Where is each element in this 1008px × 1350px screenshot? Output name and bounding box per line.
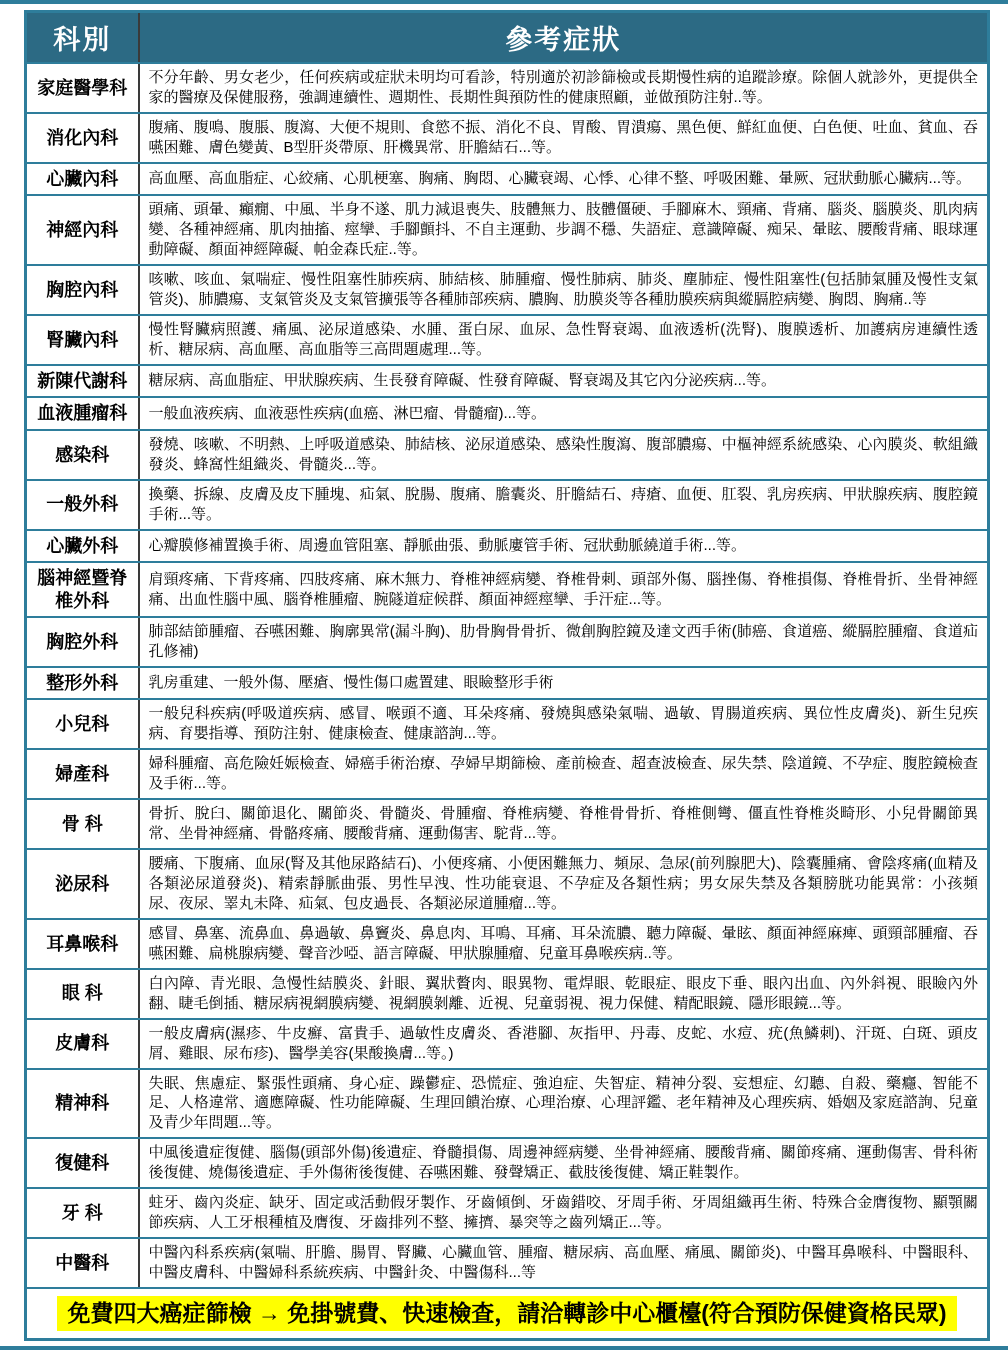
table-row bbox=[26, 265, 989, 315]
table-row bbox=[26, 365, 989, 398]
table-row bbox=[26, 969, 989, 1019]
table-row bbox=[26, 480, 989, 530]
table-row bbox=[26, 919, 989, 969]
symptoms-text: 腹痛、腹鳴、腹脹、腹瀉、大便不規則、食慾不振、消化不良、胃酸、胃潰瘍、黑色便、鮮紅血便、白色便、吐血、貧血、吞嚥困難、膚色變黃、B型肝炎帶原、肝機異常、肝膽結石...等。 bbox=[139, 113, 989, 163]
department-name: 血液腫瘤科 bbox=[26, 397, 139, 430]
table-row bbox=[26, 799, 989, 849]
table-row bbox=[26, 163, 989, 196]
table-row bbox=[26, 667, 989, 700]
column-header-department: 科別 bbox=[26, 12, 139, 64]
department-name: 骨 科 bbox=[26, 799, 139, 849]
department-symptoms-table bbox=[24, 10, 990, 1341]
symptoms-text: 蛀牙、齒內炎症、缺牙、固定或活動假牙製作、牙齒傾倒、牙齒錯咬、牙周手術、牙周組織再生術、特殊合金膺復物、顯顎關節疾病、人工牙根種植及膺復、牙齒排列不整、擁擠、暴突等之齒列矯正...等。 bbox=[139, 1188, 989, 1238]
department-name: 牙 科 bbox=[26, 1188, 139, 1238]
department-name: 胸腔外科 bbox=[26, 617, 139, 667]
symptoms-text: 肩頸疼痛、下背疼痛、四肢疼痛、麻木無力、脊椎神經病變、脊椎骨刺、頭部外傷、腦挫傷、脊椎損傷、脊椎骨折、坐骨神經痛、出血性腦中風、腦脊椎腫瘤、腕隧道症候群、顏面神經痙攣、手汗症...等。 bbox=[139, 562, 989, 617]
symptoms-text: 發燒、咳嗽、不明熱、上呼吸道感染、肺結核、泌尿道感染、感染性腹瀉、腹部膿瘍、中樞神經系統感染、心內膜炎、軟組織發炎、蜂窩性組織炎、骨髓炎...等。 bbox=[139, 430, 989, 480]
header-row bbox=[26, 12, 989, 64]
symptoms-text: 中醫內科系疾病(氣喘、肝膽、腸胃、腎臟、心臟血管、腫瘤、糖尿病、高血壓、痛風、關節炎)、中醫耳鼻喉科、中醫眼科、中醫皮膚科、中醫婦科系統疾病、中醫針灸、中醫傷科...等 bbox=[139, 1238, 989, 1288]
table-row bbox=[26, 1188, 989, 1238]
department-name: 小兒科 bbox=[26, 699, 139, 749]
department-name: 一般外科 bbox=[26, 480, 139, 530]
symptoms-text: 乳房重建、一般外傷、壓瘡、慢性傷口處置建、眼瞼整形手術 bbox=[139, 667, 989, 700]
department-name: 整形外科 bbox=[26, 667, 139, 700]
symptoms-text: 一般兒科疾病(呼吸道疾病、感冒、喉頭不適、耳朵疼痛、發燒與感染氣喘、過敏、胃腸道疾病、異位性皮膚炎)、新生兒疾病、育嬰指導、預防注射、健康檢查、健康諮詢...等。 bbox=[139, 699, 989, 749]
department-name: 皮膚科 bbox=[26, 1019, 139, 1069]
table-row bbox=[26, 562, 989, 617]
table-body bbox=[26, 63, 989, 1288]
symptoms-text: 白內障、青光眼、急慢性結膜炎、針眼、翼狀贅肉、眼異物、電焊眼、乾眼症、眼皮下垂、眼內出血、內外斜視、眼瞼內外翻、睫毛倒插、糖尿病視網膜病變、視網膜剝離、近視、兒童弱視、視力保健、精配眼鏡、隱形眼鏡...等。 bbox=[139, 969, 989, 1019]
department-name: 耳鼻喉科 bbox=[26, 919, 139, 969]
column-header-symptoms: 參考症狀 bbox=[139, 12, 989, 64]
table-row bbox=[26, 617, 989, 667]
page-content bbox=[0, 4, 1008, 1346]
table-row bbox=[26, 113, 989, 163]
department-name: 神經內科 bbox=[26, 195, 139, 265]
symptoms-text: 失眠、焦慮症、緊張性頭痛、身心症、躁鬱症、恐慌症、強迫症、失智症、精神分裂、妄想症、幻聽、自殺、藥癮、智能不足、人格違常、適應障礙、性功能障礙、生理回饋治療、心理治療、心理評鑑、老年精神及心理疾病、婚姻及家庭諮詢、兒童及青少年問題...等。 bbox=[139, 1069, 989, 1139]
department-name: 腎臟內科 bbox=[26, 315, 139, 365]
table-row bbox=[26, 195, 989, 265]
department-name: 感染科 bbox=[26, 430, 139, 480]
symptoms-text: 換藥、拆線、皮膚及皮下腫塊、疝氣、脫腸、腹痛、膽囊炎、肝膽結石、痔瘡、血便、肛裂、乳房疾病、甲狀腺疾病、腹腔鏡手術...等。 bbox=[139, 480, 989, 530]
department-name: 心臟外科 bbox=[26, 530, 139, 563]
department-name: 心臟內科 bbox=[26, 163, 139, 196]
department-name: 新陳代謝科 bbox=[26, 365, 139, 398]
department-name: 眼 科 bbox=[26, 969, 139, 1019]
symptoms-text: 不分年齡、男女老少，任何疾病或症狀未明均可看診，特別適於初診篩檢或長期慢性病的追蹤診療。除個人就診外，更提供全家的醫療及保健服務，強調連續性、週期性、長期性與預防性的健康照顧，並做預防注射..等。 bbox=[139, 63, 989, 113]
table-header bbox=[26, 12, 989, 64]
table-row bbox=[26, 315, 989, 365]
symptoms-text: 慢性腎臟病照護、痛風、泌尿道感染、水腫、蛋白尿、血尿、急性腎衰竭、血液透析(洗腎)、腹膜透析、加護病房連續性透析、糖尿病、高血壓、高血脂等三高問題處理...等。 bbox=[139, 315, 989, 365]
symptoms-text: 骨折、脫臼、關節退化、關節炎、骨髓炎、骨腫瘤、脊椎病變、脊椎骨骨折、脊椎側彎、僵直性脊椎炎畸形、小兒骨關節異常、坐骨神經痛、骨骼疼痛、腰酸背痛、運動傷害、駝背...等。 bbox=[139, 799, 989, 849]
symptoms-text: 中風後遺症復健、腦傷(頭部外傷)後遺症、脊髓損傷、周邊神經病變、坐骨神經痛、腰酸背痛、關節疼痛、運動傷害、骨科術後復健、燒傷後遺症、手外傷術後復健、吞嚥困難、發聲矯正、截肢後復健、矯正鞋製作。 bbox=[139, 1138, 989, 1188]
department-name: 家庭醫學科 bbox=[26, 63, 139, 113]
department-name: 泌尿科 bbox=[26, 849, 139, 919]
department-name: 腦神經暨脊椎外科 bbox=[26, 562, 139, 617]
symptoms-text: 一般皮膚病(濕疹、牛皮癬、富貴手、過敏性皮膚炎、香港腳、灰指甲、丹毒、皮蛇、水痘、疣(魚鱗刺)、汗斑、白斑、頭皮屑、雞眼、尿布疹)、醫學美容(果酸換膚...等。) bbox=[139, 1019, 989, 1069]
department-name: 消化內科 bbox=[26, 113, 139, 163]
bottom-border-rule bbox=[0, 1346, 1008, 1350]
symptoms-text: 頭痛、頭暈、癲癇、中風、半身不遂、肌力減退喪失、肢體無力、肢體僵硬、手腳麻木、頸痛、背痛、腦炎、腦膜炎、肌肉病變、各種神經痛、肌肉抽搐、痙攣、手腳顫抖、不自主運動、步調不穩、失語症、意識障礙、痴呆、暈眩、腰酸背痛、眼球運動障礙、顏面神經障礙、帕金森氏症..等。 bbox=[139, 195, 989, 265]
symptoms-text: 咳嗽、咳血、氣喘症、慢性阻塞性肺疾病、肺結核、肺腫瘤、慢性肺病、肺炎、塵肺症、慢性阻塞性(包括肺氣腫及慢性支氣管炎)、肺膿瘍、支氣管炎及支氣管擴張等各種肺部疾病、膿胸、肋膜炎等各種肋膜疾病與縱膈腔病變、胸悶、胸痛..等 bbox=[139, 265, 989, 315]
symptoms-text: 高血壓、高血脂症、心絞痛、心肌梗塞、胸痛、胸悶、心臟衰竭、心悸、心律不整、呼吸困難、暈厥、冠狀動脈心臟病...等。 bbox=[139, 163, 989, 196]
department-name: 精神科 bbox=[26, 1069, 139, 1139]
table-row bbox=[26, 63, 989, 113]
symptoms-text: 腰痛、下腹痛、血尿(腎及其他尿路結石)、小便疼痛、小便困難無力、頻尿、急尿(前列腺肥大)、陰囊腫痛、會陰疼痛(血精及各類泌尿道發炎)、精索靜脈曲張、男性早洩、性功能衰退、不孕症及各類性病；男女尿失禁及各類膀胱功能異常：小孩頻尿、夜尿、睪丸未降、疝氣、包皮過長、各類泌尿道腫瘤...等。 bbox=[139, 849, 989, 919]
table-footer bbox=[26, 1288, 989, 1339]
table-row bbox=[26, 699, 989, 749]
department-name: 婦產科 bbox=[26, 749, 139, 799]
department-name: 胸腔內科 bbox=[26, 265, 139, 315]
symptoms-text: 感冒、鼻塞、流鼻血、鼻過敏、鼻竇炎、鼻息肉、耳鳴、耳痛、耳朵流膿、聽力障礙、暈眩、顏面神經麻痺、頭頸部腫瘤、吞嚥困難、扁桃腺病變、聲音沙啞、語言障礙、甲狀腺腫瘤、兒童耳鼻喉疾病..等。 bbox=[139, 919, 989, 969]
department-name: 中醫科 bbox=[26, 1238, 139, 1288]
symptoms-text: 心瓣膜修補置換手術、周邊血管阻塞、靜脈曲張、動脈廔管手術、冠狀動脈繞道手術...等。 bbox=[139, 530, 989, 563]
symptoms-text: 一般血液疾病、血液惡性疾病(血癌、淋巴瘤、骨髓瘤)...等。 bbox=[139, 397, 989, 430]
free-cancer-screening-banner: 免費四大癌症篩檢 → 免掛號費、快速檢查，請洽轉診中心櫃檯(符合預防保健資格民眾) bbox=[57, 1296, 956, 1331]
footer-row bbox=[26, 1288, 989, 1339]
department-name: 復健科 bbox=[26, 1138, 139, 1188]
symptoms-text: 糖尿病、高血脂症、甲狀腺疾病、生長發育障礙、性發育障礙、腎衰竭及其它內分泌疾病...等。 bbox=[139, 365, 989, 398]
banner-cell bbox=[26, 1288, 989, 1339]
table-row bbox=[26, 430, 989, 480]
table-row bbox=[26, 397, 989, 430]
symptoms-text: 肺部結節腫瘤、吞嚥困難、胸廓異常(漏斗胸)、肋骨胸骨骨折、微創胸腔鏡及達文西手術(肺癌、食道癌、縱膈腔腫瘤、食道疝孔修補) bbox=[139, 617, 989, 667]
table-row bbox=[26, 749, 989, 799]
table-row bbox=[26, 1019, 989, 1069]
table-row bbox=[26, 1069, 989, 1139]
table-row bbox=[26, 530, 989, 563]
table-row bbox=[26, 1238, 989, 1288]
table-row bbox=[26, 849, 989, 919]
symptoms-text: 婦科腫瘤、高危險妊娠檢查、婦癌手術治療、孕婦早期篩檢、產前檢查、超查波檢查、尿失禁、陰道鏡、不孕症、腹腔鏡檢查及手術...等。 bbox=[139, 749, 989, 799]
table-row bbox=[26, 1138, 989, 1188]
